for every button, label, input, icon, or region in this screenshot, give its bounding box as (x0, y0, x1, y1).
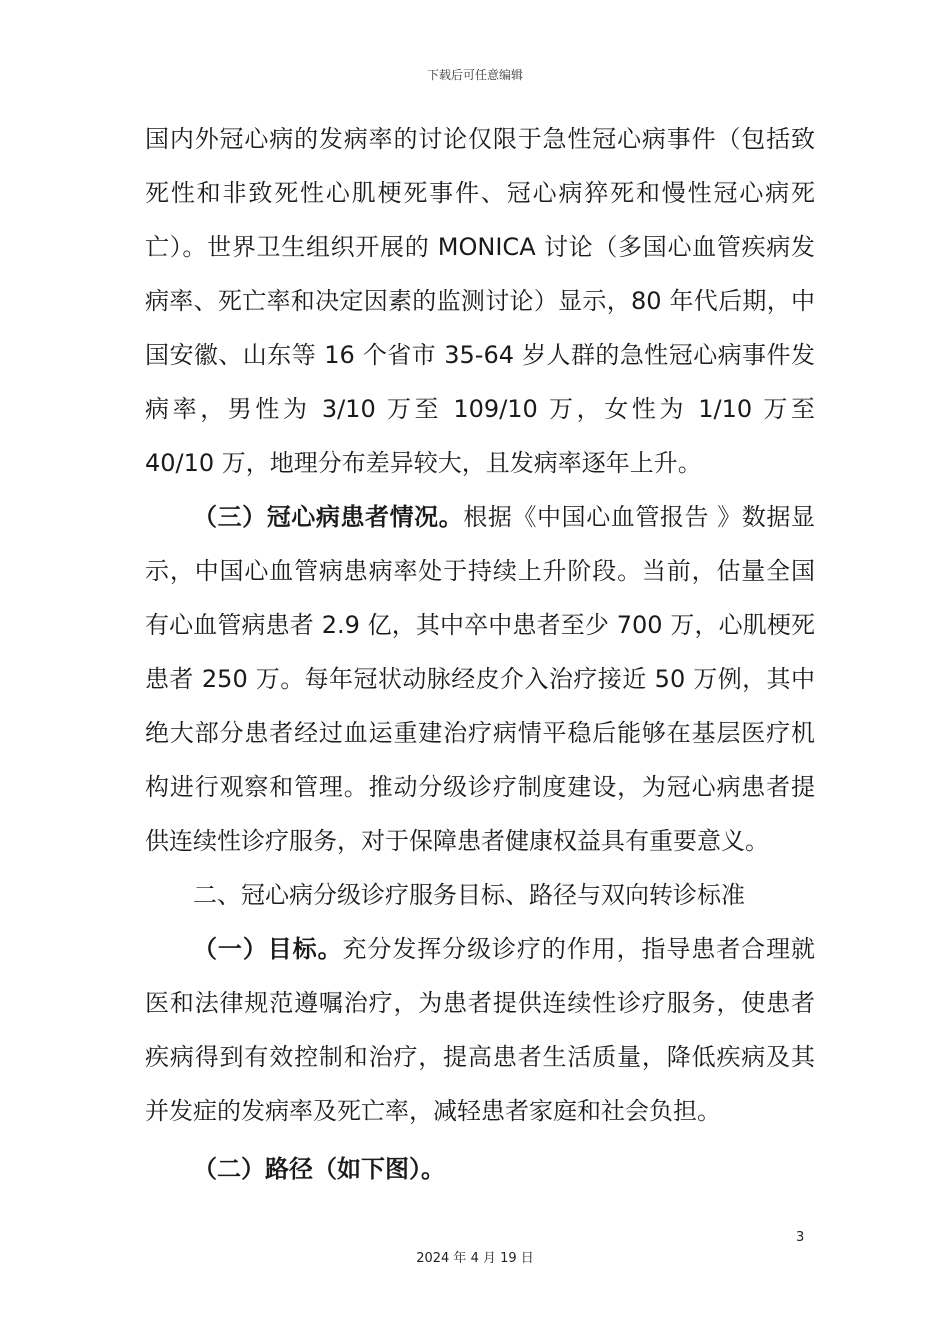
paragraph-patient-situation (145, 490, 815, 868)
paragraph-patient-situation-text: 根据《中国心血管报告 》数据显示，中国心血管病患病率处于持续上升阶段。当前，估量全国有心血管病患者 2.9 亿，其中卒中患者至少 700 万，心肌梗死患者 250 万。每年冠状动脉经皮介入治疗接近 50 万例，其中绝大部分患者经过血运重建治疗病情平稳后能够在基层医疗机构进行观察和管理。推动分级诊疗制度建设，为冠心病患者提供连续性诊疗服务，对于保障患者健康权益具有重要意义。 (145, 503, 815, 855)
subheading-path: （二）路径（如下图）。 (193, 1155, 445, 1183)
paragraph-goal-text: 充分发挥分级诊疗的作用，指导患者合理就医和法律规范遵嘱治疗，为患者提供连续性诊疗服务，使患者疾病得到有效控制和治疗，提高患者生活质量，降低疾病及其并发症的发病率及死亡率，减轻患者家庭和社会负担。 (145, 935, 815, 1125)
header-note: 下载后可任意编辑 (426, 68, 523, 82)
subheading-patient-situation: （三）冠心病患者情况。 (193, 503, 464, 531)
document-body (145, 112, 815, 1196)
paragraph-incidence: 国内外冠心病的发病率的讨论仅限于急性冠心病事件（包括致死性和非致死性心肌梗死事件、冠心病猝死和慢性冠心病死亡）。世界卫生组织开展的 MONICA 讨论（多国心血管疾病发病率、死亡率和决定因素的监测讨论）显示，80 年代后期，中国安徽、山东等 16 个省市 35-64 岁人群的急性冠心病事件发病率，男性为 3/10 万至 109/10 万，女性为 1/10 万至 40/10 万，地理分布差异较大，且发病率逐年上升。 (145, 125, 815, 477)
footer-date: 2024 年 4 月 19 日 (416, 1251, 534, 1266)
page-number: 3 (796, 1230, 805, 1245)
section-heading: 二、冠心病分级诊疗服务目标、路径与双向转诊标准 (193, 881, 745, 909)
subheading-goal: （一）目标。 (193, 935, 343, 963)
paragraph-goal (145, 922, 815, 1138)
